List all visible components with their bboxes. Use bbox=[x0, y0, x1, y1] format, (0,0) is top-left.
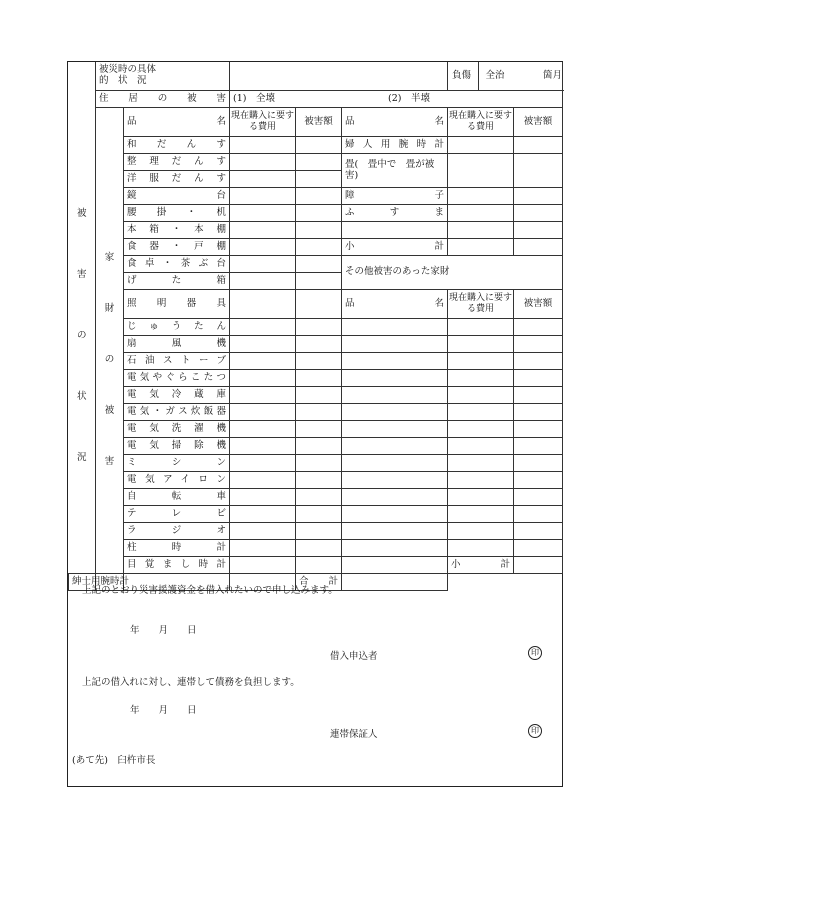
cost-cell[interactable] bbox=[448, 353, 514, 370]
item-shomei: 照明器具 bbox=[124, 290, 230, 319]
cost-cell[interactable] bbox=[448, 205, 514, 222]
cost-cell[interactable] bbox=[230, 421, 296, 438]
cost-cell[interactable] bbox=[230, 455, 296, 472]
item-carpet: じゅうたん bbox=[124, 319, 230, 336]
other-item[interactable] bbox=[342, 472, 448, 489]
damage-cell[interactable] bbox=[514, 319, 563, 336]
item-shoji: 障子 bbox=[342, 188, 448, 205]
side-label: 被 害 の 状 況 bbox=[69, 62, 96, 574]
damage-cell[interactable] bbox=[514, 455, 563, 472]
damage-cell[interactable] bbox=[296, 404, 342, 421]
damage-cell[interactable] bbox=[514, 353, 563, 370]
cost-cell[interactable] bbox=[230, 137, 296, 154]
damage-cell[interactable] bbox=[296, 319, 342, 336]
cost-cell[interactable] bbox=[448, 472, 514, 489]
header-damage: 被害額 bbox=[296, 108, 342, 137]
item-tatami: 畳( 畳中で 畳が被害) bbox=[342, 154, 448, 188]
damage-cell[interactable] bbox=[296, 506, 342, 523]
header-cost-right: 現在購入に要する費用 bbox=[448, 108, 514, 137]
other-item[interactable] bbox=[342, 523, 448, 540]
total-label: 合計 bbox=[296, 574, 342, 591]
stamp-icon: 印 bbox=[528, 724, 542, 738]
cost-cell[interactable] bbox=[230, 472, 296, 489]
damage-table bbox=[68, 62, 563, 591]
cost-cell[interactable] bbox=[448, 523, 514, 540]
cost-cell[interactable] bbox=[230, 171, 296, 188]
cost-cell[interactable] bbox=[448, 387, 514, 404]
damage-cell[interactable] bbox=[514, 205, 563, 222]
other-item[interactable] bbox=[342, 336, 448, 353]
cost-cell[interactable] bbox=[448, 137, 514, 154]
damage-cell[interactable] bbox=[514, 404, 563, 421]
situation-value[interactable] bbox=[230, 62, 448, 91]
cost-cell[interactable] bbox=[448, 336, 514, 353]
item-fusuma: ふすま bbox=[342, 205, 448, 222]
damage-cell[interactable] bbox=[296, 205, 342, 222]
situation-label: 被災時の具体 的 状 況 bbox=[96, 62, 230, 91]
applicant-stamp[interactable] bbox=[528, 646, 542, 660]
item-stove: 石油ストーブ bbox=[124, 353, 230, 370]
damage-cell[interactable] bbox=[296, 154, 342, 171]
other-item[interactable] bbox=[342, 421, 448, 438]
other-item[interactable] bbox=[342, 489, 448, 506]
damage-cell[interactable] bbox=[514, 137, 563, 154]
cost-cell[interactable] bbox=[448, 370, 514, 387]
cost-cell[interactable] bbox=[230, 273, 296, 290]
other-item[interactable] bbox=[342, 319, 448, 336]
damage-cell[interactable] bbox=[296, 336, 342, 353]
damage-cell[interactable] bbox=[514, 506, 563, 523]
cost-cell[interactable] bbox=[230, 540, 296, 557]
damage-cell[interactable] bbox=[514, 489, 563, 506]
cost-cell[interactable] bbox=[230, 290, 296, 319]
other-item[interactable] bbox=[342, 455, 448, 472]
cost-cell[interactable] bbox=[230, 387, 296, 404]
damage-cell[interactable] bbox=[514, 154, 563, 188]
declaration-text-1: 上記のとおり災害援護資金を借入れたいので申し込みます。 bbox=[82, 585, 338, 596]
cost-cell[interactable] bbox=[448, 188, 514, 205]
cost-cell[interactable] bbox=[230, 557, 296, 574]
cost-cell[interactable] bbox=[230, 205, 296, 222]
damage-cell[interactable] bbox=[296, 353, 342, 370]
cost-cell[interactable] bbox=[230, 222, 296, 239]
other-item[interactable] bbox=[342, 540, 448, 557]
damage-cell[interactable] bbox=[296, 523, 342, 540]
item-yofuku-dansu: 洋服だんす bbox=[124, 171, 230, 188]
application-form bbox=[67, 61, 563, 787]
date-line-1[interactable]: 年 月 日 bbox=[130, 625, 197, 636]
blank-item[interactable] bbox=[342, 222, 448, 239]
damage-cell[interactable] bbox=[514, 421, 563, 438]
other-item[interactable] bbox=[342, 404, 448, 421]
item-kyodai: 鏡台 bbox=[124, 188, 230, 205]
guarantor-stamp[interactable] bbox=[528, 724, 542, 738]
item-iron: 電気アイロン bbox=[124, 472, 230, 489]
damage-cell[interactable] bbox=[514, 239, 563, 256]
cost-cell[interactable] bbox=[448, 489, 514, 506]
stamp-icon: 印 bbox=[528, 646, 542, 660]
damage-cell[interactable] bbox=[296, 421, 342, 438]
cost-cell[interactable] bbox=[448, 404, 514, 421]
cost-cell[interactable] bbox=[230, 154, 296, 171]
item-koshikake: 腰掛・机 bbox=[124, 205, 230, 222]
sub-label: 家 財 の 被 害 bbox=[96, 108, 124, 574]
damage-cell[interactable] bbox=[514, 523, 563, 540]
item-washer: 電気洗濯機 bbox=[124, 421, 230, 438]
item-honbako: 本箱・本棚 bbox=[124, 222, 230, 239]
cost-cell[interactable] bbox=[448, 239, 514, 256]
other-item[interactable] bbox=[342, 387, 448, 404]
subtotal-value[interactable] bbox=[514, 557, 563, 574]
cost-cell[interactable] bbox=[230, 188, 296, 205]
cost-cell[interactable] bbox=[230, 523, 296, 540]
other-item[interactable] bbox=[342, 506, 448, 523]
damage-cell[interactable] bbox=[296, 239, 342, 256]
cost-cell[interactable] bbox=[448, 319, 514, 336]
damage-cell[interactable] bbox=[514, 540, 563, 557]
damage-cell[interactable] bbox=[514, 387, 563, 404]
header-cost: 現在購入に要する費用 bbox=[230, 108, 296, 137]
right-subtotal-label: 小計 bbox=[342, 239, 448, 256]
item-rice-cooker: 電気・ガス炊飯器 bbox=[124, 404, 230, 421]
cost-cell[interactable] bbox=[448, 506, 514, 523]
item-fridge: 電気冷蔵庫 bbox=[124, 387, 230, 404]
injury-cell: 負傷 全治 箇月 bbox=[448, 62, 563, 91]
date-line-2[interactable]: 年 月 日 bbox=[130, 705, 197, 716]
header-damage-right: 被害額 bbox=[514, 108, 563, 137]
item-mens-watch: 紳士用腕時計 bbox=[69, 574, 96, 591]
item-alarm-clock: 目覚まし時計 bbox=[124, 557, 230, 574]
damage-cell[interactable] bbox=[296, 438, 342, 455]
item-tv: テレビ bbox=[124, 506, 230, 523]
item-sewing: ミシン bbox=[124, 455, 230, 472]
item-shokki: 食器・戸棚 bbox=[124, 239, 230, 256]
guarantor-label: 連帯保証人 bbox=[330, 729, 378, 740]
cost-cell[interactable] bbox=[448, 222, 514, 239]
damage-cell[interactable] bbox=[514, 438, 563, 455]
cost-cell[interactable] bbox=[230, 506, 296, 523]
cost-cell[interactable] bbox=[230, 239, 296, 256]
damage-cell[interactable] bbox=[296, 387, 342, 404]
housing-options[interactable]: (1) 全壊 (2) 半壊 bbox=[230, 91, 563, 108]
damage-cell[interactable] bbox=[296, 540, 342, 557]
damage-cell[interactable] bbox=[296, 256, 342, 273]
declaration-text-2: 上記の借入れに対し、連帯して債務を負担します。 bbox=[82, 677, 300, 688]
cost-cell[interactable] bbox=[230, 319, 296, 336]
item-bicycle: 自転車 bbox=[124, 489, 230, 506]
damage-cell[interactable] bbox=[296, 290, 342, 319]
damage-cell[interactable] bbox=[514, 188, 563, 205]
cost-cell[interactable] bbox=[448, 540, 514, 557]
cost-cell[interactable] bbox=[448, 455, 514, 472]
item-shokutaku: 食卓・茶ぶ台 bbox=[124, 256, 230, 273]
cost-cell[interactable] bbox=[448, 421, 514, 438]
damage-cell[interactable] bbox=[514, 370, 563, 387]
cost-cell[interactable] bbox=[230, 404, 296, 421]
cost-cell[interactable] bbox=[448, 438, 514, 455]
cost-cell[interactable] bbox=[230, 336, 296, 353]
damage-cell[interactable] bbox=[296, 557, 342, 574]
other-item[interactable] bbox=[342, 370, 448, 387]
damage-cell[interactable] bbox=[296, 273, 342, 290]
item-womens-watch: 婦人用腕時計 bbox=[342, 137, 448, 154]
damage-cell[interactable] bbox=[514, 336, 563, 353]
cost-cell[interactable] bbox=[230, 438, 296, 455]
subtotal-label: 小計 bbox=[448, 557, 514, 574]
damage-cell[interactable] bbox=[296, 489, 342, 506]
item-kotatsu: 電気やぐらこたつ bbox=[124, 370, 230, 387]
other-header-cost: 現在購入に要する費用 bbox=[448, 290, 514, 319]
damage-cell[interactable] bbox=[296, 370, 342, 387]
cost-cell[interactable] bbox=[230, 370, 296, 387]
damage-cell[interactable] bbox=[296, 455, 342, 472]
cost-cell[interactable] bbox=[230, 256, 296, 273]
other-item[interactable] bbox=[342, 557, 448, 574]
damage-cell[interactable] bbox=[514, 222, 563, 239]
damage-cell[interactable] bbox=[296, 171, 342, 188]
item-seiri-dansu: 整理だんす bbox=[124, 154, 230, 171]
header-item-right: 品 名 bbox=[342, 108, 448, 137]
damage-cell[interactable] bbox=[296, 222, 342, 239]
item-getabako: げた箱 bbox=[124, 273, 230, 290]
item-wadansu: 和だんす bbox=[124, 137, 230, 154]
item-vacuum: 電気掃除機 bbox=[124, 438, 230, 455]
cost-cell[interactable] bbox=[448, 154, 514, 188]
item-wall-clock: 柱時計 bbox=[124, 540, 230, 557]
damage-cell[interactable] bbox=[296, 472, 342, 489]
cost-cell[interactable] bbox=[230, 353, 296, 370]
item-radio: ラジオ bbox=[124, 523, 230, 540]
item-fan: 扇風機 bbox=[124, 336, 230, 353]
other-item[interactable] bbox=[342, 353, 448, 370]
other-item[interactable] bbox=[342, 438, 448, 455]
addressee: (あて先) 臼杵市長 bbox=[72, 755, 156, 766]
damage-cell[interactable] bbox=[296, 188, 342, 205]
cost-cell[interactable] bbox=[230, 489, 296, 506]
other-header-item: 品 名 bbox=[342, 290, 448, 319]
header-item: 品 名 bbox=[124, 108, 230, 137]
damage-cell[interactable] bbox=[296, 137, 342, 154]
other-header-damage: 被害額 bbox=[514, 290, 563, 319]
applicant-label: 借入申込者 bbox=[330, 651, 378, 662]
housing-label: 住居の被害 bbox=[96, 91, 230, 108]
other-title: その他被害のあった家財 bbox=[342, 256, 563, 290]
damage-cell[interactable] bbox=[514, 472, 563, 489]
